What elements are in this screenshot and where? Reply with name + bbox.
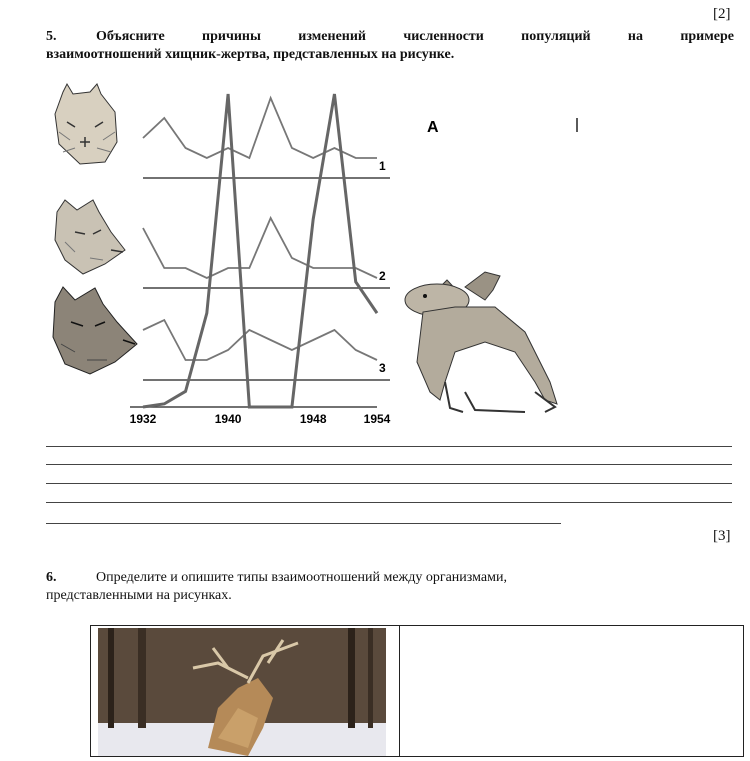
deer-fighting-photo — [98, 628, 386, 756]
table-divider — [399, 626, 400, 756]
fox-icon — [55, 200, 125, 274]
series-label-1: 1 — [379, 159, 386, 173]
x-tick-label: 1954 — [363, 412, 391, 426]
q5-text-line2: взаимоотношений хищник-жертва, представленных на рисунке. — [46, 47, 455, 62]
answer-line[interactable] — [46, 523, 561, 524]
panel-label: A — [427, 119, 439, 136]
q5-score: [2] — [713, 6, 731, 22]
q5-number: 5. — [46, 29, 57, 44]
predator-series-2 — [143, 218, 377, 278]
predator-series-3 — [143, 320, 377, 360]
lynx-icon — [55, 84, 117, 164]
q6-question — [46, 569, 646, 605]
x-tick-label: 1948 — [299, 412, 327, 426]
series-label-3: 3 — [379, 361, 386, 375]
answer-line[interactable] — [46, 502, 732, 503]
prey-series — [143, 94, 377, 407]
population-chart — [45, 82, 580, 427]
q6-text-line2: представленными на рисунках. — [46, 588, 232, 603]
answer-line[interactable] — [46, 483, 732, 484]
q6-number: 6. — [46, 570, 57, 585]
answer-line[interactable] — [46, 446, 732, 447]
predator-prey-figure — [45, 82, 580, 427]
hare-icon — [405, 272, 557, 412]
q6-table — [90, 625, 744, 757]
x-tick-label: 1940 — [214, 412, 242, 426]
q6-text-line1: Определите и опишите типы взаимоотношений между организмами, — [96, 570, 507, 585]
series-label-2: 2 — [379, 269, 386, 283]
q5-score-2: [3] — [713, 528, 731, 544]
q5-question-line1 — [46, 28, 734, 46]
x-tick-label: 1932 — [129, 412, 157, 426]
wolf-icon — [53, 287, 137, 374]
q5-text-line1: Объясните причины изменений численности популяций на примере — [96, 29, 734, 44]
answer-line[interactable] — [46, 464, 732, 465]
